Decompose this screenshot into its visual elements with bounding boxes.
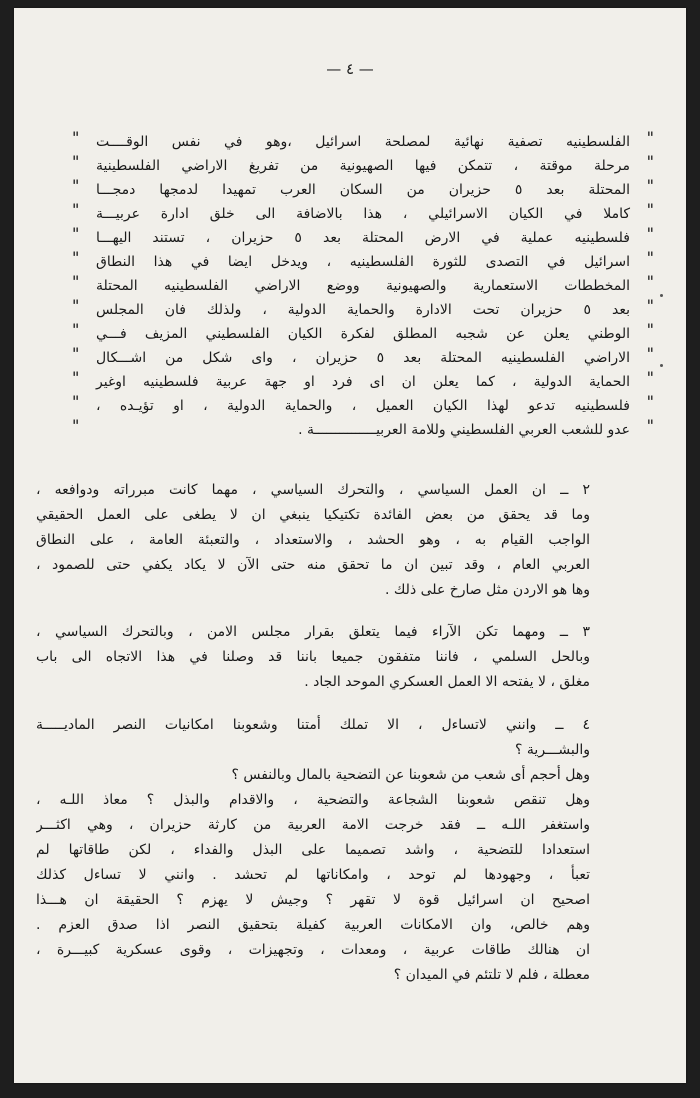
page-number: — ٤ —	[326, 60, 374, 78]
paragraph-line: ٣ ــ ومهما تكن الآراء فيما يتعلق بقرار مجلس الامن ، وبالتحرك السياسي ،	[36, 624, 590, 640]
paragraph-line: استعدادا للتضحية ، واشد تصميما على البذل والفداء ، لكن طاقاتها لم	[36, 842, 590, 858]
quoted-line: " فلسطينيه تدعو لهذا الكيان العميل ، والحماية الدولية ، او تؤيـده ، "	[72, 394, 654, 414]
quoted-line: " فلسطينيه عملية في الارض المحتلة بعد ٥ حزيران ، تستند اليهـــا "	[72, 226, 654, 246]
paragraph-line: معطلة ، فلم لا تلتئم في الميدان ؟	[393, 967, 590, 983]
scan-speck	[660, 294, 663, 297]
quoted-line: " المحتلة بعد ٥ حزيران من السكان العرب تمهيدا لدمجها دمجـــا "	[72, 178, 654, 198]
paragraph-line: العربي العام ، وقد تبين ان ما تحقق منه حتى الآن لا يكاد يكفي حتى للصمود ،	[36, 557, 590, 573]
quoted-line: " اسرائيل في التصدى للثورة الفلسطينيه ، ويدخل ايضا في هذا النطاق "	[72, 250, 654, 270]
paragraph-2	[36, 478, 590, 598]
paragraph-line: وما قد يحقق من بعض الفائدة تكتيكيا ينبغي ان لا يطغى على العمل الحقيقي	[36, 507, 590, 523]
paragraph-3	[36, 620, 590, 695]
quoted-resolution-block	[72, 130, 654, 460]
paragraph-line: الواجب القيام به ، وهو الحشد ، والاستعداد ، والتعبئة العامة ، على النطاق	[36, 532, 590, 548]
paragraph-4	[36, 713, 590, 993]
quoted-line: " الفلسطينيه تصفية نهائية لمصلحة اسرائيل ،وهو في نفس الوقــــت "	[72, 130, 654, 150]
quoted-line: " الحماية الدولية ، كما يعلن ان اى فرد او جهة عربية فلسطينيه اوغير "	[72, 370, 654, 390]
quoted-line: " الاراضي الفلسطينيه المحتلة بعد ٥ حزيران ، واى شكل من اشـــكال "	[72, 346, 654, 366]
paragraph-line: وبالحل السلمي ، فاننا متفقون جميعا باننا قد وصلنا في هذا الاتجاه الى باب	[36, 649, 590, 665]
quoted-line: " بعد ٥ حزيران تحت الادارة والحماية الدولية ، ولذلك فان المجلس "	[72, 298, 654, 318]
paragraph-line: ان هنالك طاقات عربية ، ومعدات ، وتجهيزات ، وقوى عسكرية كبيـــرة ،	[36, 942, 590, 958]
quoted-line: " عدو للشعب العربي الفلسطيني وللامة العربيـــــــــــــــة . "	[72, 418, 654, 438]
paragraph-line: ٤ ــ وانني لاتساءل ، الا تملك أمتنا وشعوبنا امكانيات النصر الماديـــــة	[36, 717, 590, 733]
paragraph-line: ٢ ــ ان العمل السياسي ، والتحرك السياسي ، مهما كانت مبرراته ودوافعه ،	[36, 482, 590, 498]
paragraph-line: واستغفر اللـه ــ فقد خرجت الامة العربية من كارثة حزيران ، وهي اكثـــر	[36, 817, 590, 833]
document-page	[14, 8, 686, 1083]
paragraph-line: والبشـــرية ؟	[515, 742, 590, 758]
paragraph-line: تعبأ ، وجهودها لم توحد ، وامكاناتها لم تحشد . وانني لا تساءل كذلك	[36, 867, 590, 883]
paragraph-line: وهم خالص، وان الامكانات العربية كفيلة بتحقيق النصر اذا صدق العزم .	[36, 917, 590, 933]
quoted-line: " الوطني يعلن عن شجبه المطلق لفكرة الكيان الفلسطيني المزيف فـــي "	[72, 322, 654, 342]
paragraph-line: وها هو الاردن مثل صارخ على ذلك .	[384, 582, 590, 598]
paragraph-line: وهل أحجم أى شعب من شعوبنا عن التضحية بالمال وبالنفس ؟	[231, 767, 590, 783]
paragraph-line: اصحيح ان اسرائيل قوة لا تقهر ؟ وجيش لا يهزم ؟ الحقيقة ان هـــذا	[36, 892, 590, 908]
paragraph-line: مغلق ، لا يفتحه الا العمل العسكري الموحد الجاد .	[304, 674, 590, 690]
quoted-line: " كاملا في الكيان الاسرائيلي ، هذا بالاضافة الى خلق ادارة عربيـــة "	[72, 202, 654, 222]
quoted-line: " مرحلة موقتة ، تتمكن فيها الصهيونية من تفريغ الاراضي الفلسطينية "	[72, 154, 654, 174]
quoted-line: " المخططات الاستعمارية والصهيونية ووضع الاراضي الفلسطينيه المحتلة "	[72, 274, 654, 294]
paragraph-line: وهل تنقص شعوبنا الشجاعة والتضحية ، والاقدام والبذل ؟ معاذ اللـه ،	[36, 792, 590, 808]
scan-speck	[660, 364, 663, 367]
